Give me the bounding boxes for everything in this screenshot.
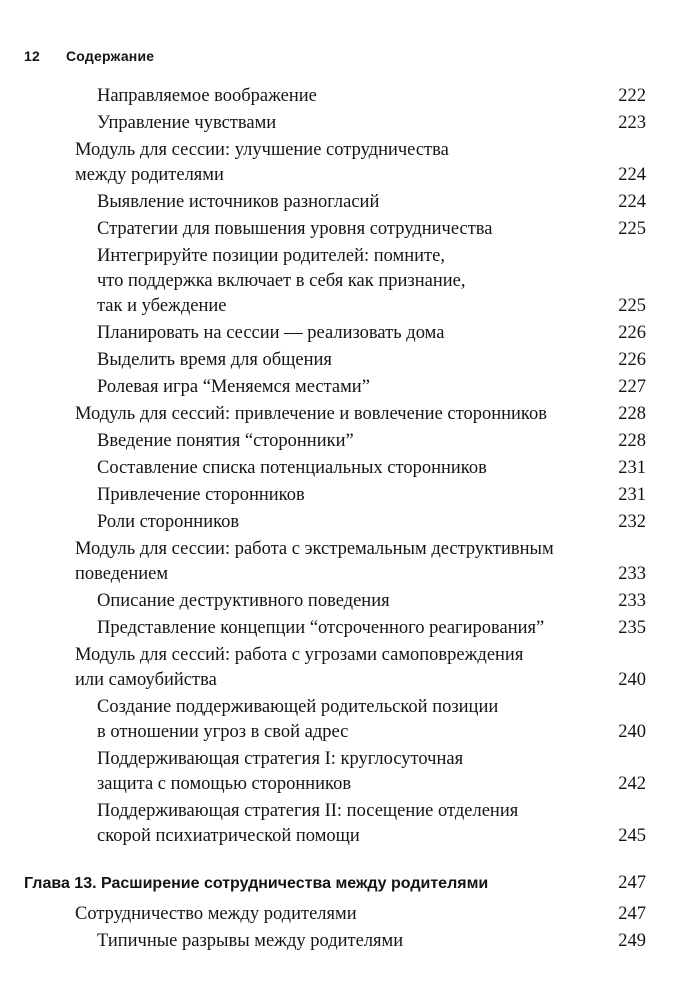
toc-entry-title: Направляемое воображение [97, 86, 317, 106]
toc-entry-page: 227 [618, 377, 646, 397]
toc-entry-title: Создание поддерживающей родительской позиции в отношении угроз в свой адрес [97, 697, 499, 742]
toc-entry [0, 510, 692, 535]
toc-entry [0, 402, 692, 427]
toc-entry-title: Представление концепции “отсроченного реагирования” [97, 618, 545, 638]
toc-entry-title: Модуль для сессии: работа с экстремальным деструктивным поведением [75, 539, 554, 584]
toc-entry [0, 483, 692, 508]
toc-entry-page: 233 [618, 591, 646, 611]
toc-entry-title: Модуль для сессий: привлечение и вовлечение сторонников [75, 404, 547, 424]
toc-entry-page: 228 [618, 404, 646, 424]
toc-entry-title: Модуль для сессий: работа с угрозами самоповреждения или самоубийства [75, 645, 524, 690]
toc-entry [0, 321, 692, 346]
page-number: 12 [24, 48, 40, 64]
toc-entry-page: 232 [618, 512, 646, 532]
toc-entry-page: 224 [618, 165, 646, 185]
toc-entry [0, 902, 692, 927]
toc-entry-title: Поддерживающая стратегия I: круглосуточная защита с помощью сторонников [97, 749, 464, 794]
toc-entry-page: 226 [618, 350, 646, 370]
toc-entry-title: Введение понятия “сторонники” [97, 431, 354, 451]
toc-entry-page: 225 [618, 219, 646, 239]
toc-entry-title: Типичные разрывы между родителями [97, 931, 404, 951]
toc-entry-title: Роли сторонников [97, 512, 240, 532]
toc-entry [0, 799, 692, 849]
toc-entry-title: Поддерживающая стратегия II: посещение отделения скорой психиатрической помощи [97, 801, 519, 846]
toc-entry [0, 616, 692, 641]
toc-entry-page: 240 [618, 670, 646, 690]
toc-entry [0, 537, 692, 587]
toc-entry-title: Модуль для сессии: улучшение сотрудничества между родителями [75, 140, 449, 185]
toc-entry [0, 348, 692, 373]
toc-entry [0, 244, 692, 319]
toc-entry-page: 231 [618, 458, 646, 478]
toc-entry [0, 695, 692, 745]
toc-entry-page: 225 [618, 296, 646, 316]
toc-entry-title: Интегрируйте позиции родителей: помните, что поддержка включает в себя как признание, так и убеждение [97, 246, 466, 316]
toc-entry [0, 375, 692, 400]
toc-entry-title: Глава 13. Расширение сотрудничества между родителями [24, 875, 489, 892]
toc-entry [0, 929, 692, 954]
toc-entry-title: Выявление источников разногласий [97, 192, 380, 212]
toc-entry-page: 247 [618, 904, 646, 924]
toc-entry-page: 224 [618, 192, 646, 212]
table-of-contents [0, 84, 692, 956]
toc-entry-title: Планировать на сессии — реализовать дома [97, 323, 445, 343]
toc-entry-page: 231 [618, 485, 646, 505]
page-title: Содержание [66, 48, 155, 64]
toc-entry-title: Описание деструктивного поведения [97, 591, 390, 611]
toc-entry [0, 84, 692, 109]
toc-entry-title: Стратегии для повышения уровня сотрудничества [97, 219, 493, 239]
toc-entry-title: Управление чувствами [97, 113, 277, 133]
toc-entry-page: 235 [618, 618, 646, 638]
toc-entry-title: Ролевая игра “Меняемся местами” [97, 377, 370, 397]
toc-entry-page: 240 [618, 722, 646, 742]
toc-entry-page: 249 [618, 931, 646, 951]
toc-entry [0, 643, 692, 693]
running-head [24, 48, 154, 64]
toc-entry-title: Выделить время для общения [97, 350, 332, 370]
toc-chapter-heading [0, 871, 692, 896]
toc-entry [0, 429, 692, 454]
toc-entry-page: 222 [618, 86, 646, 106]
toc-entry [0, 138, 692, 188]
toc-entry-page: 247 [618, 873, 646, 893]
toc-entry-page: 223 [618, 113, 646, 133]
toc-entry-title: Привлечение сторонников [97, 485, 305, 505]
toc-entry-page: 226 [618, 323, 646, 343]
toc-entry-page: 245 [618, 826, 646, 846]
toc-entry [0, 747, 692, 797]
toc-entry-page: 233 [618, 564, 646, 584]
toc-entry [0, 589, 692, 614]
toc-entry-page: 242 [618, 774, 646, 794]
toc-entry [0, 456, 692, 481]
toc-entry [0, 217, 692, 242]
toc-entry [0, 190, 692, 215]
toc-entry [0, 111, 692, 136]
toc-entry-title: Сотрудничество между родителями [75, 904, 357, 924]
toc-entry-title: Составление списка потенциальных сторонников [97, 458, 487, 478]
toc-entry-page: 228 [618, 431, 646, 451]
